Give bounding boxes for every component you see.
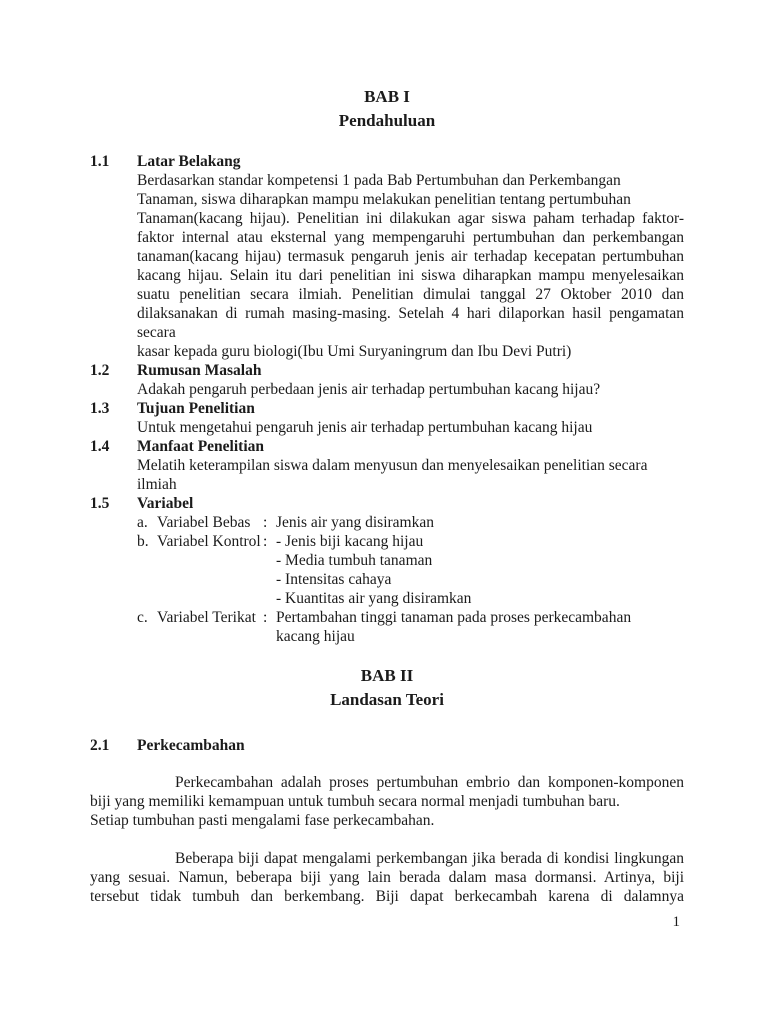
variable-value-line: - Jenis biji kacang hijau (276, 533, 424, 550)
section-1-1 (90, 152, 684, 361)
variable-value (276, 513, 684, 532)
paragraph-line: Melatih keterampilan siswa dalam menyusun dan menyelesaikan penelitian secara ilmiah (137, 457, 648, 493)
list-marker: a. (137, 514, 148, 531)
section-body (137, 152, 684, 361)
section-body (137, 494, 684, 646)
section-1-5 (90, 494, 684, 646)
paragraph-line: Untuk mengetahui pengaruh jenis air terhadap pertumbuhan kacang hijau (137, 419, 593, 436)
variable-value-line: - Intensitas cahaya (276, 571, 392, 588)
paragraph-line: yang sesuai. Namun, beberapa biji yang lain berada dalam masa dormansi. Artinya, biji (90, 869, 684, 886)
variable-value-line: kacang hijau (276, 628, 355, 645)
section-body (137, 361, 684, 399)
paragraph-line: Perkecambahan adalah proses pertumbuhan embrio dan komponen-komponen (175, 774, 684, 791)
variable-value-line: Jenis air yang disiramkan (276, 514, 434, 531)
bab1-subtitle: Pendahuluan (338, 111, 436, 130)
colon-separator: : (263, 609, 268, 626)
bab2-subtitle: Landasan Teori (330, 690, 444, 709)
section-body (137, 736, 684, 755)
variable-value-line: - Kuantitas air yang disiramkan (276, 590, 472, 607)
paragraph-line: Setiap tumbuhan pasti mengalami fase perkecambahan. (90, 812, 435, 829)
paragraph-line: Beberapa biji dapat mengalami perkembangan jika berada di kondisi lingkungan (175, 850, 684, 867)
page-number: 1 (672, 914, 680, 930)
section-number: 1.4 (90, 438, 110, 455)
section-number: 2.1 (90, 737, 110, 754)
section-heading: Variabel (137, 495, 194, 512)
variable-label: Variabel Bebas (157, 514, 251, 531)
variable-item-c (137, 608, 684, 646)
bab2-title: BAB II (360, 666, 414, 685)
document-content (90, 85, 684, 906)
paragraph-line: Tanaman, siswa diharapkan mampu melakukan penelitian tentang pertumbuhan (137, 191, 631, 208)
section-heading: Perkecambahan (137, 737, 245, 754)
paragraph-line: faktor internal atau eksternal yang mempengaruhi pertumbuhan dan perkembangan (137, 229, 684, 246)
variable-value (276, 608, 684, 646)
bab1-title-block (90, 85, 684, 133)
variable-label: Variabel Terikat (157, 609, 256, 626)
paragraph-line: Tanaman(kacang hijau). Penelitian ini dilakukan agar siswa paham terhadap faktor- (137, 210, 684, 227)
paragraph-line: kasar kepada guru biologi(Ibu Umi Suryaningrum dan Ibu Devi Putri) (137, 343, 572, 360)
colon-separator: : (263, 514, 268, 531)
colon-separator: : (263, 533, 268, 550)
section-heading: Rumusan Masalah (137, 362, 262, 379)
section-1-2 (90, 361, 684, 399)
list-marker: b. (137, 533, 149, 550)
paragraph-line: biji yang memiliki kemampuan untuk tumbuh secara normal menjadi tumbuhan baru. (90, 793, 620, 810)
section-heading: Latar Belakang (137, 153, 241, 170)
variable-value-line: - Media tumbuh tanaman (276, 552, 433, 569)
list-marker: c. (137, 609, 148, 626)
paragraph-line: tersebut tidak tumbuh dan berkembang. Biji dapat berkecambah karena di dalamnya (90, 888, 684, 905)
section-body (137, 437, 684, 494)
section-1-4 (90, 437, 684, 494)
section-number: 1.1 (90, 153, 110, 170)
section-2-1 (90, 736, 684, 755)
variable-label: Variabel Kontrol (157, 533, 261, 550)
variable-value-line: Pertambahan tinggi tanaman pada proses perkecambahan (276, 609, 632, 626)
variable-item-a (137, 513, 684, 532)
section-number: 1.3 (90, 400, 110, 417)
section-heading: Manfaat Penelitian (137, 438, 264, 455)
bab1-title: BAB I (364, 87, 410, 106)
paragraph-line: Berdasarkan standar kompetensi 1 pada Bab Pertumbuhan dan Perkembangan (137, 172, 621, 189)
section-number: 1.2 (90, 362, 110, 379)
paragraph-line: Adakah pengaruh perbedaan jenis air terhadap pertumbuhan kacang hijau? (137, 381, 601, 398)
paragraph-line: tanaman(kacang hijau) termasuk pengaruh jenis air terhadap kecepatan pertumbuhan (137, 248, 684, 265)
section-body (137, 399, 684, 437)
section-1-3 (90, 399, 684, 437)
paragraph-line: kacang hijau. Selain itu dari penelitian ini siswa diharapkan mampu menyelesaikan (137, 267, 684, 284)
bab1-sections (90, 152, 684, 646)
section-number: 1.5 (90, 495, 110, 512)
paragraph-line: dilaksanakan di rumah masing-masing. Setelah 4 hari dilaporkan hasil pengamatan secara (137, 305, 684, 341)
perkecambahan-paragraph-2 (90, 849, 684, 906)
paragraph-line: suatu penelitian secara ilmiah. Penelitian dimulai tanggal 27 Oktober 2010 dan (137, 286, 684, 303)
variable-value (276, 532, 684, 608)
variable-item-b (137, 532, 684, 608)
section-heading: Tujuan Penelitian (137, 400, 255, 417)
perkecambahan-paragraph-1 (90, 773, 684, 830)
bab2-title-block (90, 664, 684, 712)
